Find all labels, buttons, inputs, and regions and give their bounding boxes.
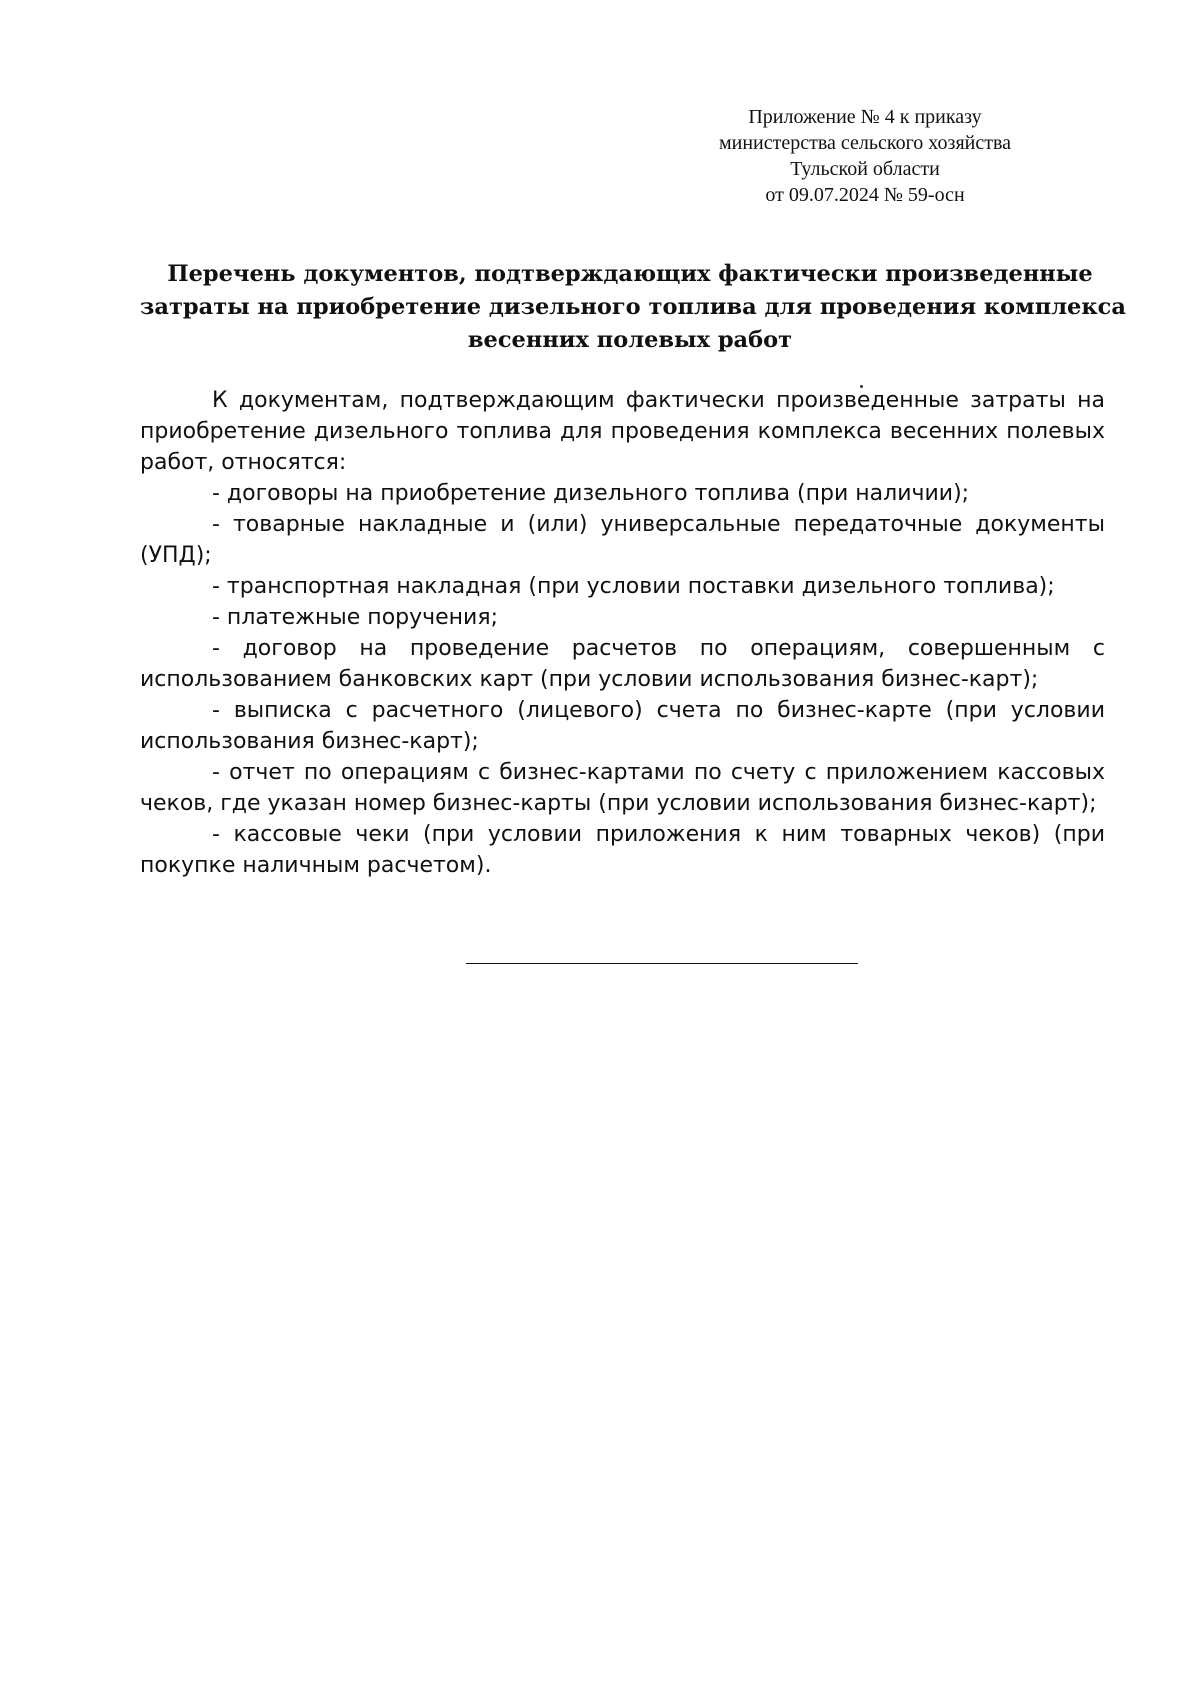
list-item: - договор на проведение расчетов по операциям, совершенным с использованием банковских карт (при условии использования бизнес-карт); [140, 636, 1105, 692]
approval-line-date-number: от 09.07.2024 № 59-осн [765, 184, 965, 206]
title-line: Перечень документов, подтверждающих фактически произведенные [167, 261, 1093, 287]
approval-line-ministry: министерства сельского хозяйства [718, 132, 1012, 154]
list-item: - платежные поручения; [212, 605, 498, 630]
scan-speck [860, 385, 863, 388]
list-item: - договоры на приобретение дизельного топлива (при наличии); [212, 481, 970, 506]
list-item: - выписка с расчетного (лицевого) счета по бизнес-карте (при условии использования бизнес-карт); [140, 698, 1105, 754]
list-item: - кассовые чеки (при условии приложения к ним товарных чеков) (при покупке наличным расчетом). [140, 822, 1105, 878]
title-line: затраты на приобретение дизельного топлива для проведения комплекса [140, 294, 1126, 320]
document-title [140, 258, 1126, 357]
title-line: весенних полевых работ [467, 327, 793, 353]
approval-block [690, 104, 1040, 208]
list-item: - транспортная накладная (при условии поставки дизельного топлива); [212, 574, 1055, 599]
approval-line-region: Тульской области [790, 158, 940, 180]
intro-paragraph: К документам, подтверждающим фактически произведенные затраты на приобретение дизельного топлива для проведения комплекса весенних полевых работ, относятся: [140, 388, 1105, 475]
list-item: - товарные накладные и (или) универсальные передаточные документы (УПД); [140, 512, 1105, 568]
approval-line-appendix: Приложение № 4 к приказу [748, 106, 982, 128]
list-item: - отчет по операциям с бизнес-картами по счету с приложением кассовых чеков, где указан номер бизнес-карты (при условии использования бизнес-карт); [140, 760, 1105, 816]
document-body [140, 385, 1105, 881]
closing-divider [466, 963, 858, 964]
